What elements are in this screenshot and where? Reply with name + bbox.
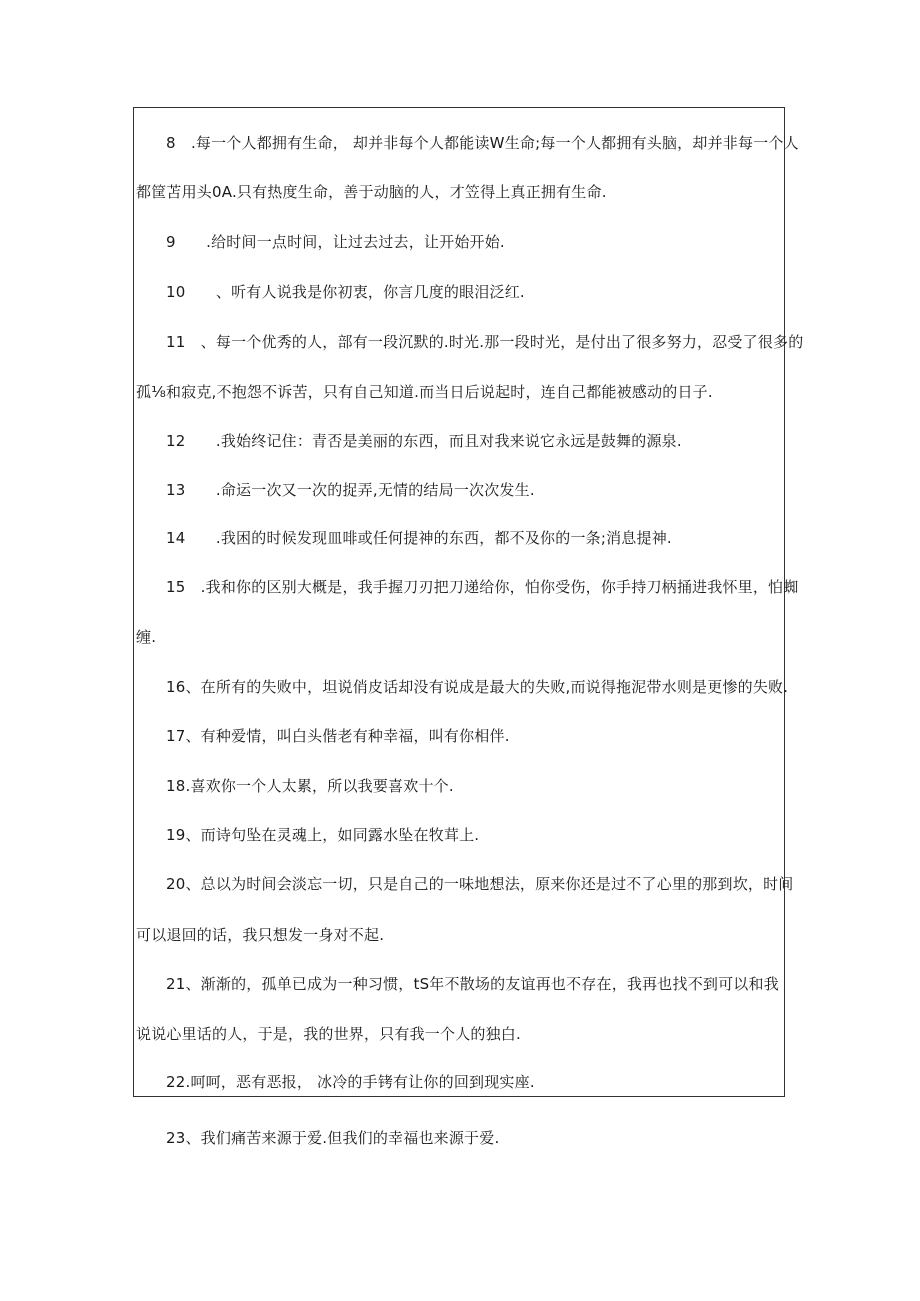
quote-12: 12 .我始终记住：青否是美丽的东西，而且对我来说它永远是鼓舞的源泉. xyxy=(166,432,682,450)
quote-17: 17、有种爱情，叫白头偕老有种幸福，叫有你相伴. xyxy=(166,727,510,745)
quote-19: 19、而诗句坠在灵魂上，如同露水坠在牧茸上. xyxy=(166,826,480,844)
quote-20-line-2: 可以退回的话，我只想发一身对不起. xyxy=(136,926,385,944)
quote-list-frame xyxy=(133,107,785,1097)
quote-22: 22.呵呵，恶有恶报， 冰冷的手铐有让你的回到现实座. xyxy=(166,1073,535,1091)
quote-11-line-2: 孤⅛和寂克,不抱怨不诉苦，只有自己知道.而当日后说起时，连自己都能被感动的日子. xyxy=(136,383,713,401)
quote-9: 9 .给时间一点时间，让过去过去，让开始开始. xyxy=(166,233,505,251)
quote-18: 18.喜欢你一个人太累，所以我要喜欢十个. xyxy=(166,777,454,795)
quote-15-line-1: 15 .我和你的区别大概是，我手握刀刃把刀递给你，怕你受伤，你手持刀柄捅进我怀里，怕蜘 xyxy=(166,578,799,596)
quote-21-line-1: 21、渐渐的，孤单已成为一种习惯，tS年不散场的友谊再也不存在，我再也找不到可以和我 xyxy=(166,975,779,993)
quote-14: 14 .我困的时候发现皿啡或任何提神的东西，都不及你的一条;消息提神. xyxy=(166,529,672,547)
quote-11-line-1: 11 、每一个优秀的人，部有一段沉默的.时光.那一段时光，是付出了很多努力，忍受了很多的 xyxy=(166,333,804,351)
quote-8-line-1: 8 .每一个人都拥有生命， 却并非每个人都能读W生命;每一个人都拥有头脑，却并非每一个人 xyxy=(166,134,799,152)
quote-10: 10 、听有人说我是你初衷，你言几度的眼泪泛红. xyxy=(166,283,525,301)
quote-16: 16、在所有的失败中，坦说俏皮话却没有说成是最大的失败,而说得拖泥带水则是更惨的失败. xyxy=(166,678,789,696)
quote-20-line-1: 20、总以为时间会淡忘一切，只是自己的一味地想法，原来你还是过不了心里的那到坎，时间 xyxy=(166,875,794,893)
quote-8-line-2: 都筐苫用头0A.只有热度生命，善于动脑的人，才笠得上真正拥有生命. xyxy=(136,183,607,201)
quote-21-line-2: 说说心里话的人，于是，我的世界，只有我一个人的独白. xyxy=(136,1025,521,1043)
quote-15-line-2: 缠. xyxy=(136,628,157,646)
quote-13: 13 .命运一次又一次的捉弄,无情的结局一次次发生. xyxy=(166,481,535,499)
quote-23: 23、我们痛苦来源于爱.但我们的幸福也来源于爱. xyxy=(166,1129,500,1147)
